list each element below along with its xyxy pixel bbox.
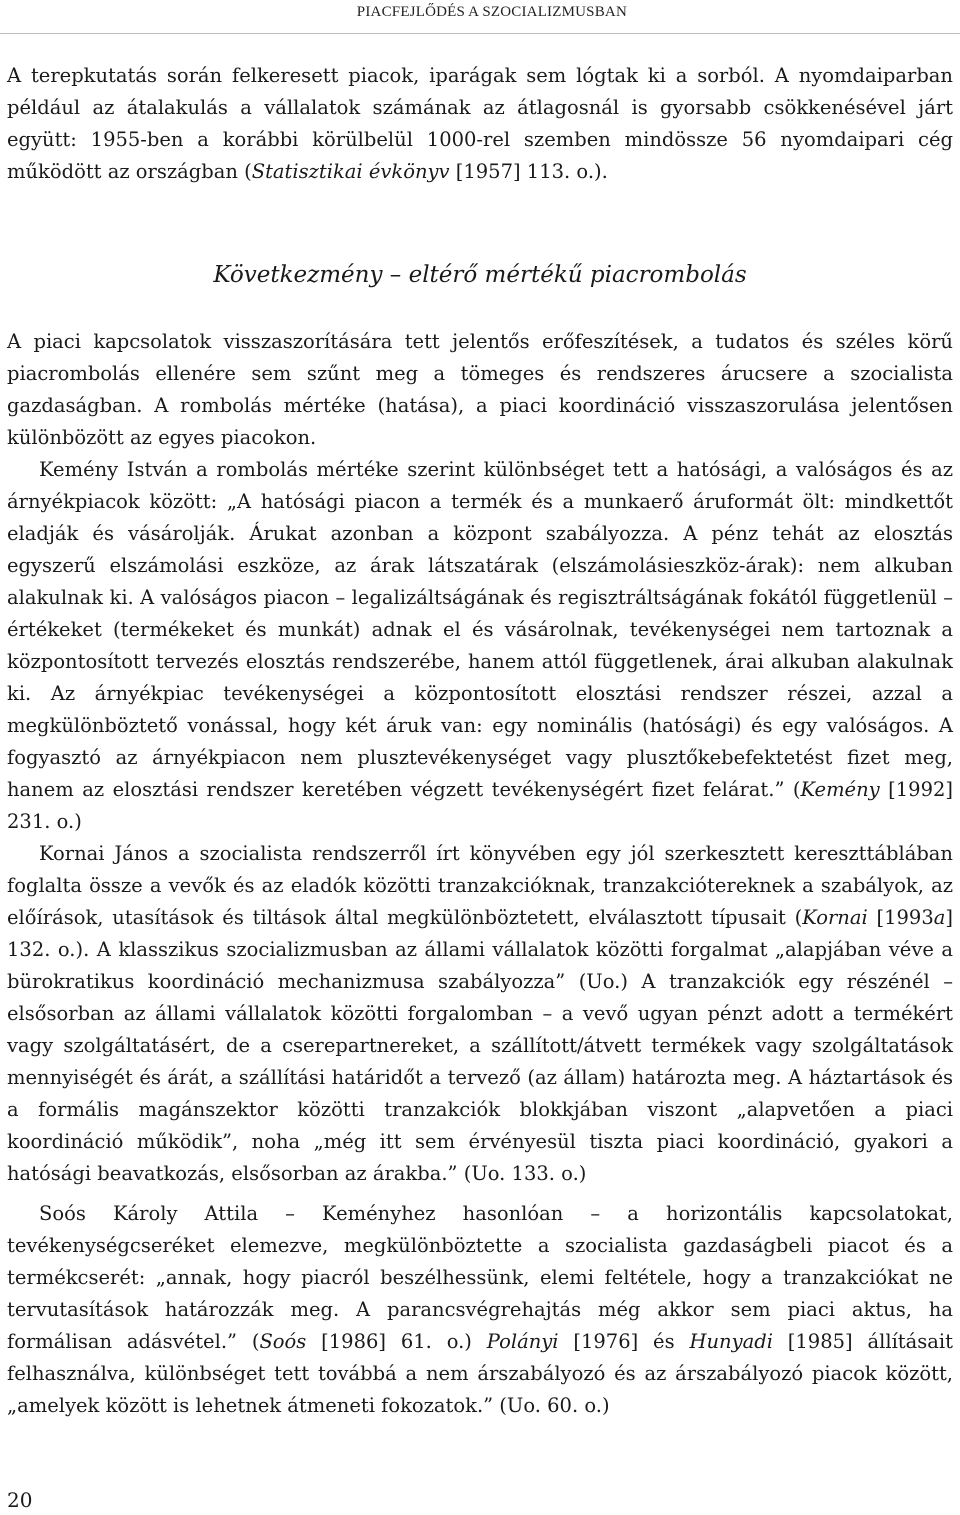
section-title: Következmény – eltérő mértékű piacrombolás <box>213 262 747 288</box>
running-header: PIACFEJLŐDÉS A SZOCIALIZMUSBAN <box>356 4 627 20</box>
paragraph-2-text: Kemény István a rombolás mértéke szerint különbséget tett a hatósági, a valóságos és az árnyékpiacok között: „A hatósági piacon a termék és a munkaerő áruformát ölt: mindkettőt eladják és vásárolják. Árukat azonban a központ szabályozza. A pénz tehát az elosztás egyszerű elszámolási eszköze, az árak látszatárak (elszámolásieszköz-árak): nem alkuban alakulnak ki. A valóságos piacon – legalizáltságának és regisztráltságának fokától függetlenül – értékeket (termékeket és munkát) adnak el és vásárolnak, tevékenységei nem tartoznak a központosított tervezés elosztás rendszerébe, hanem attól függetlenek, árai alkuban alakulnak ki. Az árnyékpiac tevékenységei a központosított elosztási rendszer részei, azzal a megkülönböztető vonással, hogy két áruk van: egy nominális (hatósági) és egy valóságos. A fogyasztó az árnyékpiacon nem plusztevékenységet vagy plusztőkebefektetést fizet meg, hanem az elosztási rendszer keretében végzett tevékenységért fizet felárat.” ( <box>7 458 953 801</box>
page-number: 20 <box>7 1488 33 1512</box>
header-divider <box>0 33 960 34</box>
paragraph-3-citation-suffix: a <box>933 906 946 929</box>
paragraph-4-text-a: Soós Károly Attila – Keményhez hasonlóan – a horizontális kapcsolatokat, tevékenységcseréket elemezve, megkülönböztette a szocialista gazdaságbeli piacot és a termékcserét: „annak, hogy piacról beszélhessünk, elemi feltétele, hogy a tranzakciókat ne tervutasítások határozzák meg. A parancsvégrehajtás még akkor sem piaci aktus, ha formálisan adásvétel.” ( <box>7 1202 953 1353</box>
paragraph-4-text-d: [1985] állításait felhasználva, különbséget tett továbbá a nem árszabályozó és az árszabályozó piacok között, „amelyek között is lehetnek átmeneti fokozatok.” (Uo. 60. o.) <box>7 1330 953 1417</box>
paragraph-4-citation-soos: Soós <box>259 1330 307 1353</box>
body-paragraph-1: A piaci kapcsolatok visszaszorítására tett jelentős erőfeszítések, a tudatos és széles körű piacrombolás ellenére sem szűnt meg a tömeges és rendszeres árucsere a szocialista gazdaságban. A rombolás mértéke (hatása), a piaci koordináció visszaszorulása jelentősen különbözött az egyes piacokon. <box>7 330 953 449</box>
paragraph-4-citation-hunyadi: Hunyadi <box>689 1330 773 1353</box>
paragraph-4-citation-polanyi: Polányi <box>486 1330 559 1353</box>
paragraph-3-text-c: ] 132. o.). A klasszikus szocializmusban az állami vállalatok közötti forgalmat „alapjában véve a bürokratikus koordináció mechanizmusa szabályozza” (Uo.) A tranzakciók egy részénél – elsősorban az állami vállalatok közötti forgalomban – a vevő ugyan pénzt adott a termékért vagy szolgáltatásért, de a cserepartnereket, a szállított/átvett termékek vagy szolgáltatások mennyiségét és árát, a szállítási határidőt a tervező (az állam) határozta meg. A háztartások és a formális magánszektor közötti tranzakciók blokkjában viszont „alapvetően a piaci koordináció működik”, noha „még itt sem érvényesül tiszta piaci koordináció, gyakori a hatósági beavatkozás, elsősorban az árakba.” (Uo. 133. o.) <box>7 906 953 1185</box>
paragraph-3-text-b: [1993 <box>867 906 934 929</box>
paragraph-2-citation-tail: [1992] 231. o.) <box>7 778 953 833</box>
intro-text: A terepkutatás során felkeresett piacok, iparágak sem lógtak ki a sorból. A nyomdaiparban például az átalakulás a vállalatok számának az átlagosnál is gyorsabb csökkenésével járt együtt: 1955-ben a korábbi körülbelül 1000-rel szemben mindössze 56 nyomdaipari cég működött az országban ( <box>7 64 953 183</box>
body-paragraph-4 <box>7 1198 953 1422</box>
intro-citation-source: Statisztikai évkönyv <box>251 160 450 183</box>
paragraph-4-text-b: [1986] 61. o.) <box>306 1330 487 1353</box>
body-paragraph-3 <box>7 838 953 1190</box>
body-paragraph-2 <box>7 454 953 838</box>
paragraph-3-text-a: Kornai János a szocialista rendszerről írt könyvében egy jól szerkesztett kereszttáblában foglalta össze a vevők és az eladók közötti tranzakcióknak, tranzakciótereknek a szabályok, az előírások, utasítások és tiltások által megkülönböztetett, elválasztott típusait ( <box>7 842 953 929</box>
intro-paragraph <box>7 60 953 188</box>
intro-citation-tail: [1957] 113. o.). <box>449 160 608 183</box>
paragraph-2-citation-author: Kemény <box>800 778 880 801</box>
paragraph-3-citation-author: Kornai <box>802 906 868 929</box>
paragraph-4-text-c: [1976] és <box>558 1330 690 1353</box>
